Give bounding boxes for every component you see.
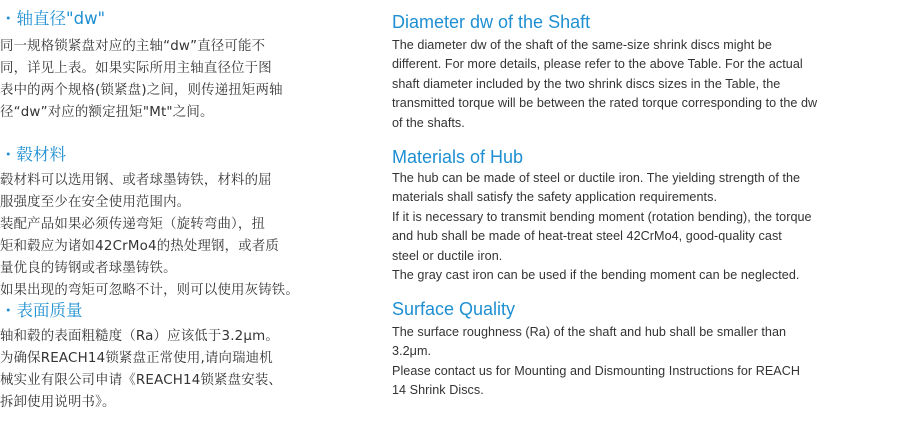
section-body: The surface roughness (Ra) of the shaft and hub shall be smaller than 3.2μm. (392, 325, 787, 359)
section-body: 轴和毂的表面粗糙度（Ra）应该低于3.2μm。 (0, 329, 279, 344)
section-title: ・表面质量 (0, 301, 83, 320)
section-body: 为确保REACH14锁紧盘正常使用,请向瑞迪机 械实业有限公司申请《REACH14锁紧盘安装、 拆卸使用说明书》。 (0, 351, 282, 410)
section-title: ・轴直径"dw" (0, 9, 106, 28)
section-body: The hub can be made of steel or ductile iron. The yielding strength of the materials shall satisfy the safety application requirements. (392, 171, 801, 205)
section-title: Materials of Hub (392, 147, 524, 167)
section-body: If it is necessary to transmit bending moment (rotation bending), the torque and hub shall be made of heat-treat steel 42CrMo4, good-quality cast steel or ductile iron. (392, 209, 812, 263)
section-title: Surface Quality (392, 299, 516, 319)
section-surface-quality-cn (0, 300, 345, 414)
section-title: Diameter dw of the Shaft (392, 12, 591, 32)
section-shaft-diameter-en (392, 11, 897, 133)
section-body: 如果出现的弯矩可忽略不计，则可以使用灰铸铁。 (0, 283, 299, 298)
section-body: Please contact us for Mounting and Dismounting Instructions for REACH 14 Shrink Discs. (392, 363, 801, 398)
section-body: The diameter dw of the shaft of the same-size shrink discs might be different. For more details, please refer to the above Table. For the actual shaft diameter included by the two shrink discs sizes in the Table, the transmitted torque will be between the rated torque corresponding to the dw of the shafts. (392, 38, 818, 130)
section-surface-quality-en (392, 298, 897, 401)
section-hub-material-en (392, 146, 897, 285)
section-body: The gray cast iron can be used if the bending moment can be neglected. (392, 268, 800, 283)
section-title: ・毂材料 (0, 145, 66, 164)
section-body: 装配产品如果必须传递弯矩（旋转弯曲），扭 矩和毂应为诸如42CrMo4的热处理钢，或者质 量优良的铸钢或者球墨铸铁。 (0, 217, 280, 276)
section-hub-material-cn (0, 144, 345, 302)
section-body: 毂材料可以选用钢、或者球墨铸铁，材料的屈 服强度至少在安全使用范围内。 (0, 173, 272, 210)
section-shaft-diameter-cn (0, 8, 345, 124)
section-body: 同一规格锁紧盘对应的主轴“dw”直径可能不 同，详见上表。如果实际所用主轴直径位于图 表中的两个规格(锁紧盘)之间，则传递扭矩两轴 径“dw”对应的额定扭矩"Mt"之间。 (0, 39, 283, 120)
